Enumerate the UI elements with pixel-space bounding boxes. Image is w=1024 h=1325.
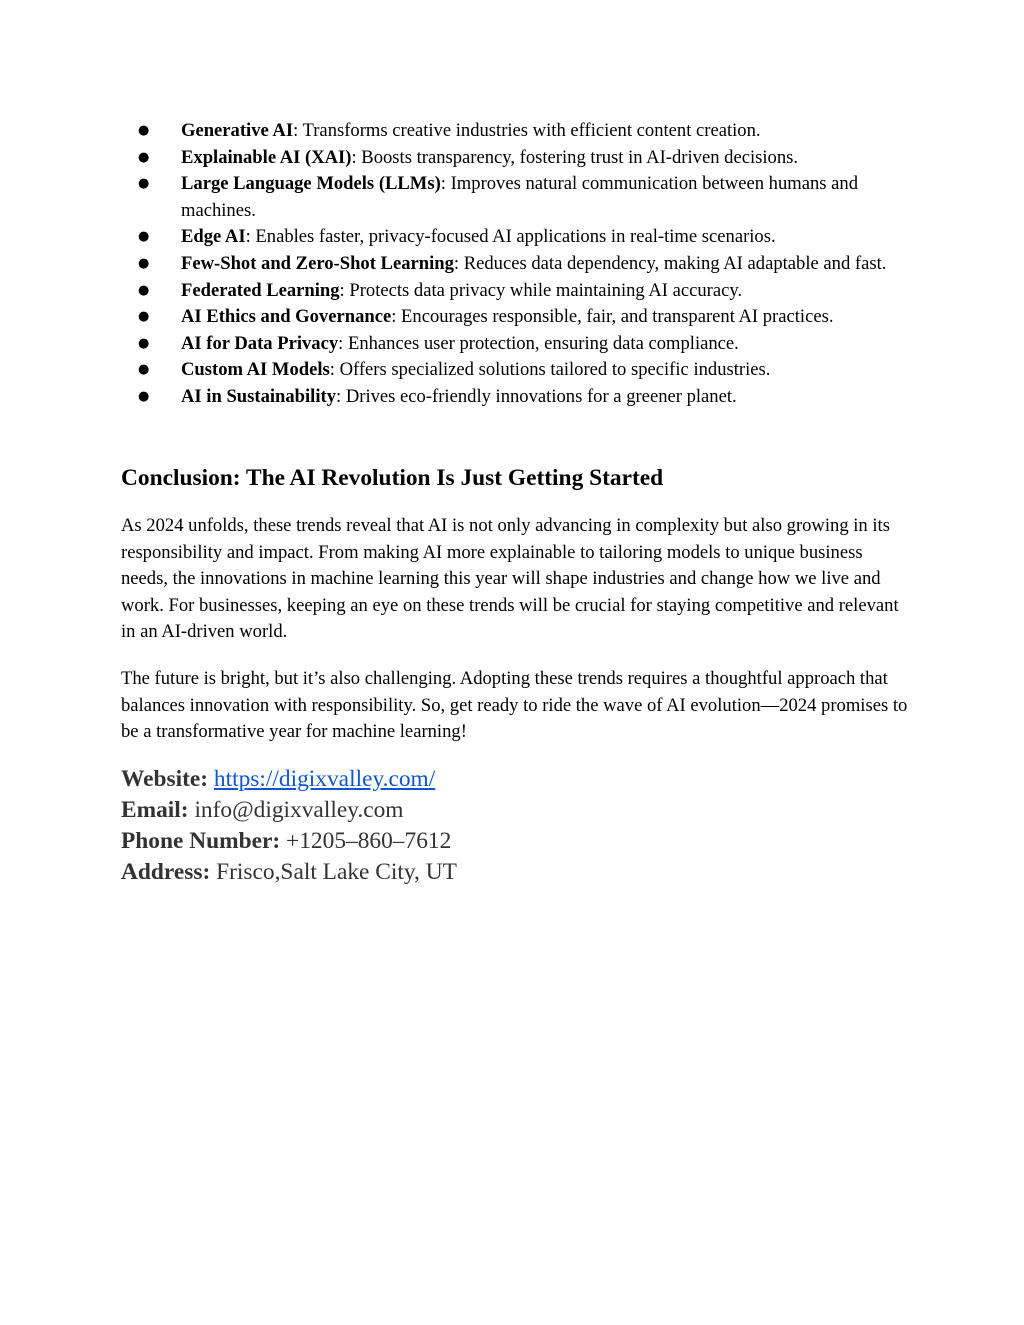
- list-item: [121, 384, 911, 411]
- list-item-desc: : Improves natural communication between humans and machines.: [181, 173, 859, 221]
- conclusion-paragraph-1: As 2024 unfolds, these trends reveal that AI is not only advancing in complexity but also growing in its responsibility and impact. From making AI more explainable to tailoring models to unique business needs, the innovations in machine learning this year will shape industries and change how we live and work. For businesses, keeping an eye on these trends will be crucial for staying competitive and relevant in an AI-driven world.: [121, 515, 899, 643]
- list-item: [121, 304, 911, 331]
- list-item: [121, 118, 911, 145]
- conclusion-heading: Conclusion: The AI Revolution Is Just Getting Started: [121, 465, 664, 491]
- list-item-term: AI for Data Privacy: [181, 332, 339, 354]
- list-item: [121, 171, 911, 224]
- contact-email: [121, 795, 821, 826]
- list-item: [121, 251, 911, 278]
- list-item-desc: : Reduces data dependency, making AI adaptable and fast.: [453, 252, 887, 274]
- list-item-term: Explainable AI (XAI): [181, 146, 352, 168]
- list-item-term: Federated Learning: [181, 279, 340, 301]
- list-item-term: AI Ethics and Governance: [181, 306, 392, 328]
- list-item-term: Few-Shot and Zero-Shot Learning: [181, 252, 454, 274]
- contact-phone: [121, 826, 821, 857]
- list-item-desc: : Enhances user protection, ensuring data compliance.: [338, 332, 739, 354]
- list-item-desc: : Offers specialized solutions tailored to specific industries.: [329, 359, 771, 381]
- list-item-desc: : Transforms creative industries with efficient content creation.: [293, 120, 761, 141]
- list-item-term: Custom AI Models: [181, 359, 330, 381]
- ai-trends-list: [121, 118, 911, 411]
- bullet-icon: ●: [138, 282, 150, 298]
- list-item-term: AI in Sustainability: [181, 385, 337, 407]
- bullet-icon: ●: [138, 255, 150, 271]
- website-link[interactable]: https://digixvalley.com/: [213, 766, 436, 792]
- list-item: [121, 224, 911, 251]
- list-item: [121, 145, 911, 172]
- bullet-icon: ●: [138, 229, 150, 245]
- bullet-icon: ●: [138, 309, 150, 325]
- address-label: Address:: [121, 859, 211, 885]
- phone-label: Phone Number:: [121, 828, 281, 854]
- bullet-icon: ●: [138, 149, 150, 165]
- email-value: info@digixvalley.com: [194, 797, 404, 823]
- contact-website: [121, 764, 821, 795]
- list-item-desc: : Encourages responsible, fair, and transparent AI practices.: [391, 306, 834, 328]
- phone-value: +1205–860–7612: [286, 828, 452, 854]
- list-item: [121, 331, 911, 358]
- website-label: Website:: [121, 766, 209, 792]
- list-item-term: Generative AI: [181, 120, 294, 141]
- bullet-icon: ●: [138, 362, 150, 378]
- list-item-desc: : Protects data privacy while maintaining AI accuracy.: [339, 279, 743, 301]
- bullet-icon: ●: [138, 123, 150, 138]
- list-item: [121, 357, 911, 384]
- list-item: [121, 278, 911, 305]
- contact-address: [121, 857, 821, 888]
- list-item-term: Edge AI: [181, 226, 246, 248]
- bullet-icon: ●: [138, 176, 150, 192]
- bullet-icon: ●: [138, 335, 150, 351]
- list-item-term: Large Language Models (LLMs): [181, 173, 441, 195]
- address-value: Frisco,Salt Lake City, UT: [216, 859, 457, 885]
- email-label: Email:: [121, 797, 189, 823]
- list-item-desc: : Enables faster, privacy-focused AI applications in real-time scenarios.: [245, 226, 776, 248]
- list-item-desc: : Boosts transparency, fostering trust in AI-driven decisions.: [351, 146, 798, 168]
- conclusion-paragraph-2: The future is bright, but it’s also challenging. Adopting these trends requires a thoughtful approach that balances innovation with responsibility. So, get ready to ride the wave of AI evolution—2024 promises to be a transformative year for machine learning!: [121, 668, 908, 743]
- list-item-desc: : Drives eco-friendly innovations for a greener planet.: [336, 385, 737, 407]
- contact-block: [121, 764, 821, 888]
- bullet-icon: ●: [138, 388, 150, 404]
